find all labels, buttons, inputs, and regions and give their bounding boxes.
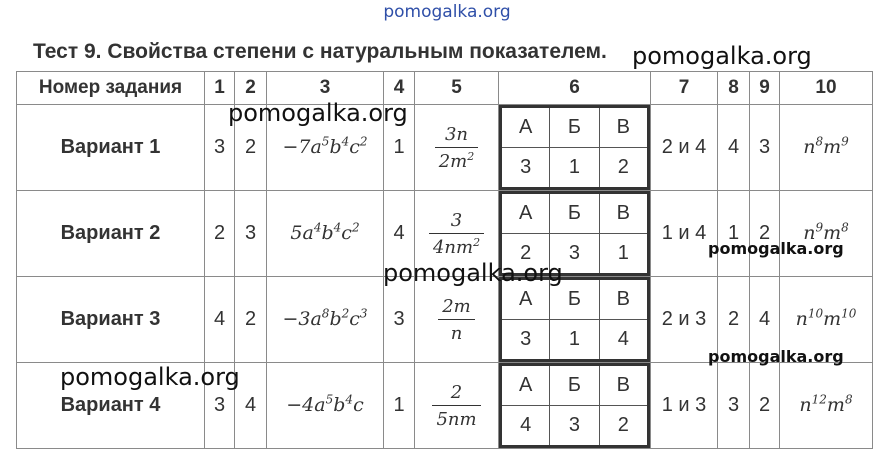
variant-label: Вариант 1 xyxy=(17,105,205,191)
match-letter: Б xyxy=(550,107,599,148)
header-col-9: 9 xyxy=(750,72,780,105)
exp-m: 8 xyxy=(841,220,849,235)
answer-9: 2 xyxy=(750,191,780,277)
header-col-6: 6 xyxy=(499,72,651,105)
fraction-numerator: 2 xyxy=(450,381,463,403)
answer-9: 3 xyxy=(750,105,780,191)
exp-b: 4 xyxy=(345,392,354,407)
answer-9: 2 xyxy=(750,363,780,449)
fraction xyxy=(429,210,484,258)
answer-4: 4 xyxy=(384,191,415,277)
base-n: n xyxy=(799,394,812,416)
exp-b: 2 xyxy=(341,306,350,321)
answer-2: 4 xyxy=(235,363,267,449)
base-b: b xyxy=(333,394,346,416)
match-letter: А xyxy=(501,107,550,148)
match-letter: А xyxy=(501,193,550,234)
denominator-base: 4nm xyxy=(432,236,474,258)
base-c: c xyxy=(349,136,360,158)
match-letter: Б xyxy=(550,279,599,320)
answer-6 xyxy=(499,277,651,363)
answer-4: 1 xyxy=(384,363,415,449)
answer-7: 2 и 4 xyxy=(651,105,718,191)
base-m: m xyxy=(823,308,842,330)
answer-8: 4 xyxy=(718,105,750,191)
base-b: b xyxy=(329,136,342,158)
base-m: m xyxy=(823,136,842,158)
exp-m: 10 xyxy=(841,306,857,321)
fraction-numerator: 3n xyxy=(444,123,469,145)
answer-4: 3 xyxy=(384,277,415,363)
base-b: b xyxy=(329,308,342,330)
answer-5 xyxy=(415,277,499,363)
exp-m: 8 xyxy=(844,392,853,407)
answer-5 xyxy=(415,105,499,191)
answer-2: 3 xyxy=(235,191,267,277)
answer-8: 2 xyxy=(718,277,750,363)
exp-b: 4 xyxy=(333,220,342,235)
answer-6 xyxy=(499,105,651,191)
match-digit: 3 xyxy=(550,406,599,447)
exp-n: 8 xyxy=(815,134,824,149)
answer-1: 3 xyxy=(205,363,235,449)
fraction xyxy=(435,124,479,172)
denominator-base: 5nm xyxy=(436,408,477,430)
header-col-7: 7 xyxy=(651,72,718,105)
answer-10 xyxy=(780,191,873,277)
answer-2: 2 xyxy=(235,277,267,363)
match-digit: 3 xyxy=(550,234,599,275)
answer-7: 1 и 3 xyxy=(651,363,718,449)
page-title: Тест 9. Свойства степени с натуральным показателем. xyxy=(33,40,607,63)
answer-3 xyxy=(267,277,384,363)
coef: 5 xyxy=(290,222,303,244)
answer-10 xyxy=(780,105,873,191)
header-col-3: 3 xyxy=(267,72,384,105)
answer-1: 2 xyxy=(205,191,235,277)
fraction-numerator: 3 xyxy=(450,209,463,231)
answer-1: 4 xyxy=(205,277,235,363)
header-col-10: 10 xyxy=(780,72,873,105)
answer-6 xyxy=(499,363,651,449)
header-col-2: 2 xyxy=(235,72,267,105)
fraction-denominator xyxy=(435,147,479,172)
answer-7: 1 и 4 xyxy=(651,191,718,277)
coef: −4 xyxy=(286,394,315,416)
match-letter: Б xyxy=(550,365,599,406)
watermark: pomogalka.org xyxy=(708,347,844,366)
denominator-exp: 2 xyxy=(473,235,481,249)
match-digit: 2 xyxy=(599,406,648,447)
match-letter: В xyxy=(599,279,648,320)
match-digit: 2 xyxy=(501,234,550,275)
fraction-numerator: 2m xyxy=(442,295,471,317)
match-digit: 1 xyxy=(599,234,648,275)
fraction-denominator xyxy=(429,233,484,258)
answer-8: 3 xyxy=(718,363,750,449)
match-digit: 1 xyxy=(550,320,599,361)
variant-label: Вариант 3 xyxy=(17,277,205,363)
base-b: b xyxy=(321,222,334,244)
base-m: m xyxy=(826,394,845,416)
matching-grid xyxy=(499,105,650,190)
exp-a: 5 xyxy=(321,134,330,149)
exp-a: 4 xyxy=(313,220,322,235)
denominator-exp: 2 xyxy=(467,149,475,163)
base-a: a xyxy=(310,136,322,158)
base-a: a xyxy=(310,308,322,330)
answer-1: 3 xyxy=(205,105,235,191)
header-row xyxy=(17,72,873,105)
match-digit: 2 xyxy=(599,148,648,189)
base-c: c xyxy=(353,394,364,416)
header-col-1: 1 xyxy=(205,72,235,105)
exp-a: 5 xyxy=(325,392,334,407)
answer-3 xyxy=(267,363,384,449)
header-col-5: 5 xyxy=(415,72,499,105)
matching-grid xyxy=(499,277,650,362)
watermark: pomogalka.org xyxy=(60,363,240,391)
matching-grid xyxy=(499,363,650,448)
match-digit: 4 xyxy=(599,320,648,361)
watermark: pomogalka.org xyxy=(383,259,563,287)
answer-3 xyxy=(267,191,384,277)
exp-c: 3 xyxy=(359,306,368,321)
match-letter: В xyxy=(599,107,648,148)
watermark-top: pomogalka.org xyxy=(383,2,511,22)
exp-b: 4 xyxy=(341,134,350,149)
denominator-base: n xyxy=(450,322,463,344)
base-a: a xyxy=(302,222,314,244)
base-c: c xyxy=(349,308,360,330)
base-n: n xyxy=(795,308,808,330)
answer-2: 2 xyxy=(235,105,267,191)
match-letter: А xyxy=(501,279,550,320)
watermark: pomogalka.org xyxy=(632,42,812,70)
exp-n: 12 xyxy=(811,392,827,407)
fraction xyxy=(432,382,480,430)
exp-c: 2 xyxy=(351,220,360,235)
header-col-8: 8 xyxy=(718,72,750,105)
coef: −3 xyxy=(282,308,311,330)
variant-label: Вариант 2 xyxy=(17,191,205,277)
header-task-number: Номер задания xyxy=(17,72,205,105)
denominator-base: 2m xyxy=(438,150,468,172)
answer-10 xyxy=(780,363,873,449)
exp-c: 2 xyxy=(359,134,368,149)
match-letter: А xyxy=(501,365,550,406)
table-row xyxy=(17,105,873,191)
answer-4: 1 xyxy=(384,105,415,191)
fraction-denominator xyxy=(438,319,475,344)
watermark: pomogalka.org xyxy=(708,239,844,258)
match-digit: 1 xyxy=(550,148,599,189)
match-digit: 4 xyxy=(501,406,550,447)
match-digit: 3 xyxy=(501,148,550,189)
fraction xyxy=(438,296,475,344)
exp-n: 9 xyxy=(815,220,824,235)
base-a: a xyxy=(314,394,326,416)
header-col-4: 4 xyxy=(384,72,415,105)
match-letter: В xyxy=(599,365,648,406)
match-letter: Б xyxy=(550,193,599,234)
exp-a: 8 xyxy=(321,306,330,321)
watermark: pomogalka.org xyxy=(228,99,408,127)
base-n: n xyxy=(803,136,816,158)
answer-5 xyxy=(415,363,499,449)
answer-8: 1 xyxy=(718,191,750,277)
answer-7: 2 и 3 xyxy=(651,277,718,363)
exp-m: 9 xyxy=(841,134,849,149)
match-letter: В xyxy=(599,193,648,234)
base-n: n xyxy=(803,222,816,244)
variant-label: Вариант 4 xyxy=(17,363,205,449)
fraction-denominator xyxy=(432,405,480,430)
base-m: m xyxy=(823,222,842,244)
answer-9: 4 xyxy=(750,277,780,363)
base-c: c xyxy=(341,222,352,244)
coef: −7 xyxy=(282,136,311,158)
match-digit: 3 xyxy=(501,320,550,361)
exp-n: 10 xyxy=(807,306,824,321)
